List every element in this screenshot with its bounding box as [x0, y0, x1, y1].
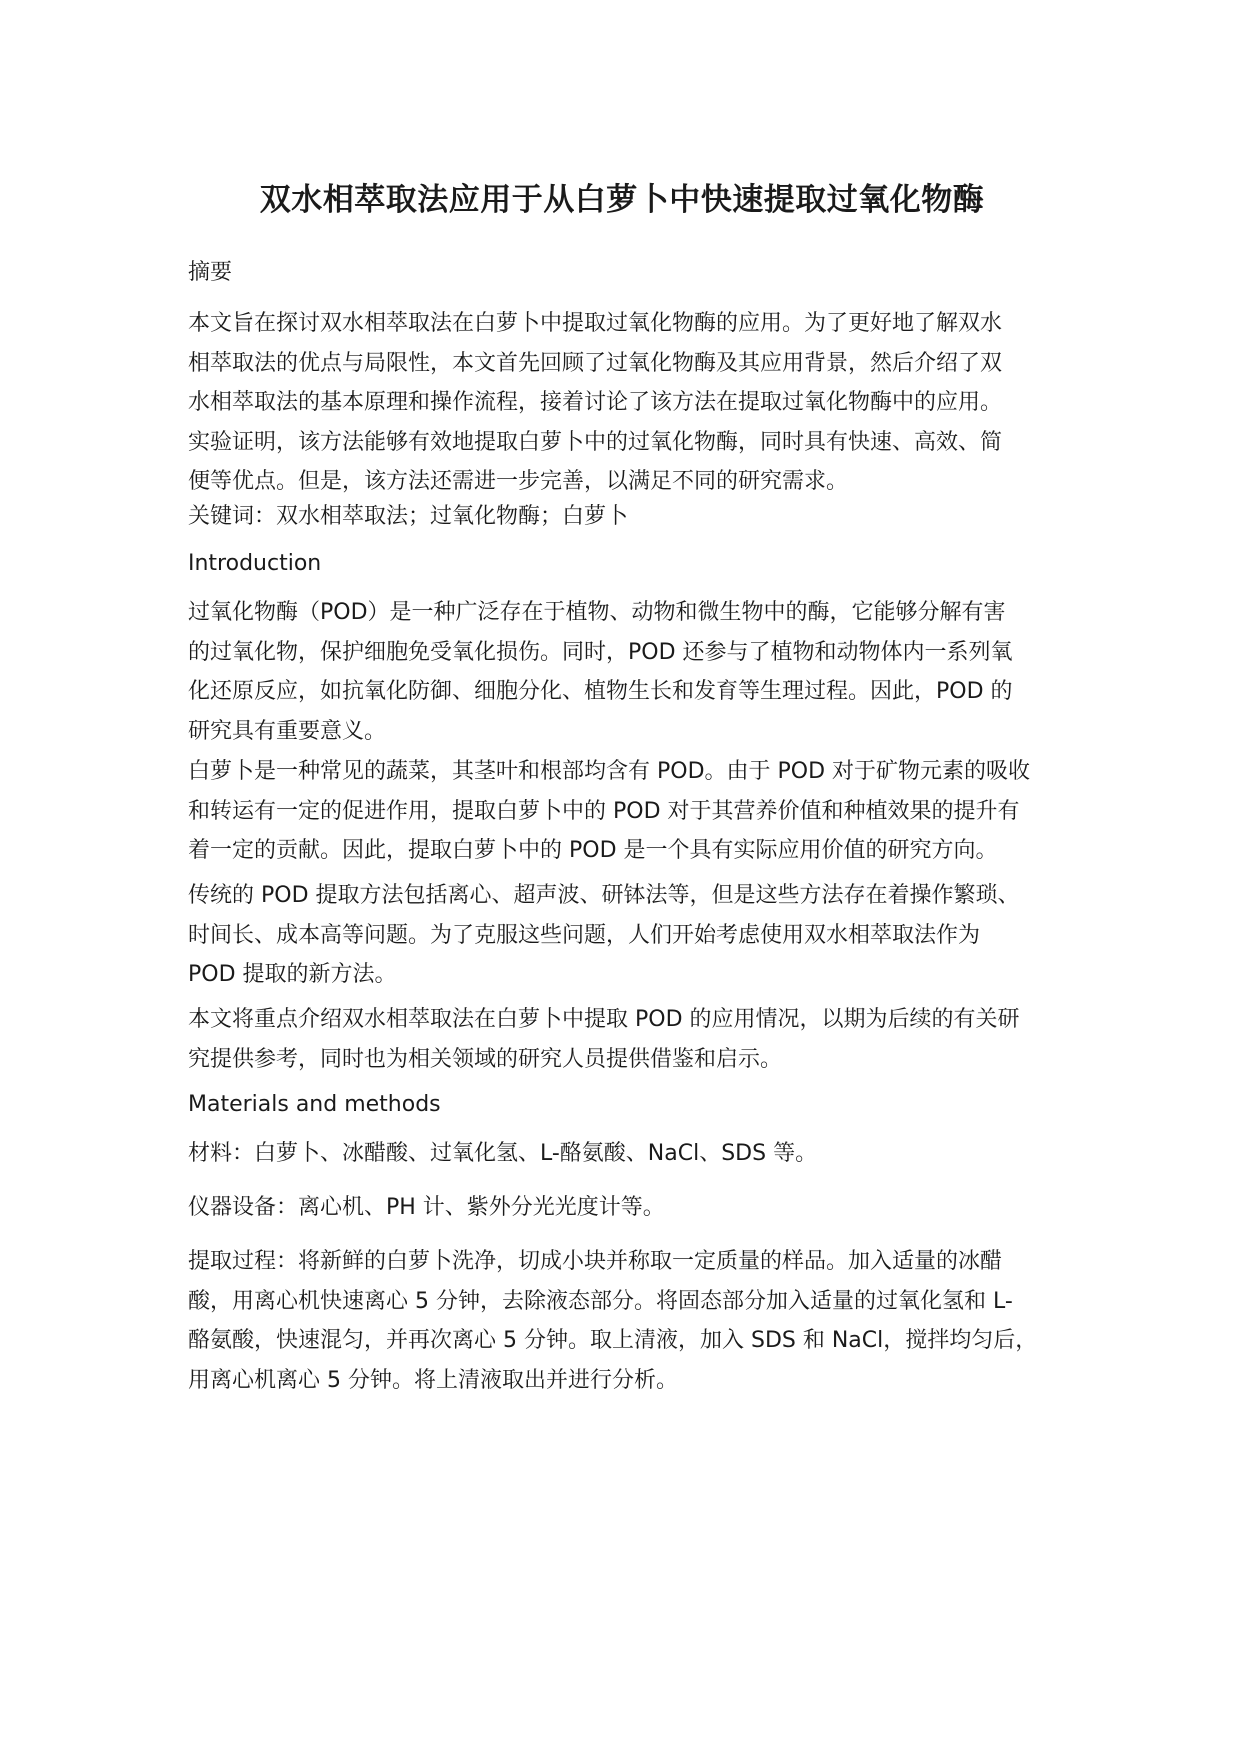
paragraph-line: 提取过程：将新鲜的白萝卜洗净，切成小块并称取一定质量的样品。加入适量的冰醋	[188, 1249, 1003, 1274]
intro-paragraph-1	[188, 593, 1056, 751]
paragraph-line: 的过氧化物，保护细胞免受氧化损伤。同时，POD 还参与了植物和动物体内一系列氧	[188, 639, 1013, 665]
abstract-line: 实验证明，该方法能够有效地提取白萝卜中的过氧化物酶，同时具有快速、高效、简	[188, 429, 1003, 455]
abstract-line: 相萃取法的优点与局限性，本文首先回顾了过氧化物酶及其应用背景，然后介绍了双	[188, 350, 1003, 376]
equipment-text: 仪器设备：离心机、PH 计、紫外分光光度计等。	[188, 1195, 665, 1220]
paragraph-line: 过氧化物酶（POD）是一种广泛存在于植物、动物和微生物中的酶，它能够分解有害	[188, 600, 1006, 625]
paragraph-line: 时间长、成本高等问题。为了克服这些问题，人们开始考虑使用双水相萃取法作为	[188, 922, 981, 948]
abstract-paragraph	[188, 304, 1056, 502]
paragraph-line: 和转运有一定的促进作用，提取白萝卜中的 POD 对于其营养价值和种植效果的提升有	[188, 798, 1020, 824]
paragraph-line: 白萝卜是一种常见的蔬菜，其茎叶和根部均含有 POD。由于 POD 对于矿物元素的吸收	[188, 759, 1031, 784]
intro-paragraph-3	[188, 876, 1056, 995]
paragraph-line: 酸，用离心机快速离心 5 分钟，去除液态部分。将固态部分加入适量的过氧化氢和 L-	[188, 1288, 1013, 1314]
paragraph-line: 酪氨酸，快速混匀，并再次离心 5 分钟。取上清液，加入 SDS 和 NaCl，搅拌均匀后，	[188, 1328, 1038, 1353]
paragraph-line: 究提供参考，同时也为相关领域的研究人员提供借鉴和启示。	[188, 1046, 783, 1072]
keywords: 关键词：双水相萃取法；过氧化物酶；白萝卜	[188, 504, 629, 529]
paragraph-line: 着一定的贡献。因此，提取白萝卜中的 POD 是一个具有实际应用价值的研究方向。	[188, 838, 998, 863]
paragraph-line: 研究具有重要意义。	[188, 718, 387, 744]
abstract-heading: 摘要	[188, 260, 233, 285]
paper-title: 双水相萃取法应用于从白萝卜中快速提取过氧化物酶	[259, 182, 985, 218]
paragraph-line: 用离心机离心 5 分钟。将上清液取出并进行分析。	[188, 1367, 678, 1393]
intro-paragraph-4	[188, 1000, 1056, 1079]
paragraph-line: POD 提取的新方法。	[188, 962, 397, 987]
paragraph-line: 本文将重点介绍双水相萃取法在白萝卜中提取 POD 的应用情况，以期为后续的有关研	[188, 1007, 1020, 1032]
intro-paragraph-2	[188, 752, 1056, 871]
abstract-line: 本文旨在探讨双水相萃取法在白萝卜中提取过氧化物酶的应用。为了更好地了解双水	[188, 311, 1003, 336]
paragraph-line: 传统的 POD 提取方法包括离心、超声波、研钵法等，但是这些方法存在着操作繁琐、	[188, 883, 1020, 908]
abstract-line: 水相萃取法的基本原理和操作流程，接着讨论了该方法在提取过氧化物酶中的应用。	[188, 390, 1003, 415]
methods-heading: Materials and methods	[188, 1092, 441, 1117]
introduction-heading: Introduction	[188, 551, 322, 576]
materials-text: 材料：白萝卜、冰醋酸、过氧化氢、L-酪氨酸、NaCl、SDS 等。	[188, 1141, 818, 1166]
abstract-line: 便等优点。但是，该方法还需进一步完善，以满足不同的研究需求。	[188, 469, 849, 494]
procedure-paragraph	[188, 1242, 1056, 1400]
paragraph-line: 化还原反应，如抗氧化防御、细胞分化、植物生长和发育等生理过程。因此，POD 的	[188, 679, 1013, 704]
